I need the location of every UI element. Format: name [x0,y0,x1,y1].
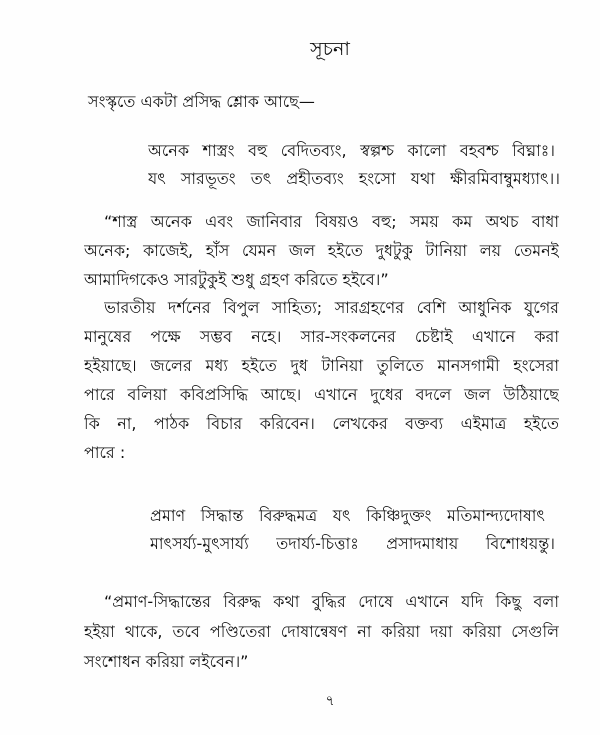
translation1-line-1: “শাস্ত্র অনেক এবং জানিবার বিষয়ও বহু; সময় কম অথচ বাধা [104,212,559,231]
paragraph-line-4: পারে বলিয়া কবিপ্রসিদ্ধি আছে। এখানে দুধের বদলে জল উঠিয়াছে [84,385,559,404]
translation2-line-1: “প্রমাণ-সিদ্ধান্তের বিরুদ্ধ কথা বুদ্ধির দোষে এখানে যদি কিছু বলা [104,592,559,611]
paragraph-line-3: হইয়াছে। জলের মধ্য হইতে দুধ টানিয়া তুলিতে মানসগামী হংসেরা [84,356,559,375]
verse1-line-1: অনেক শাস্ত্রং বহু বেদিতব্যং, স্বল্পশ্চ কালো বহবশ্চ বিঘ্নাঃ। [148,141,555,160]
paragraph-line-2: মানুষের পক্ষে সম্ভব নহে। সার-সংকলনের চেষ্টাই এখানে করা [84,327,559,346]
verse1-line-2: যৎ সারভূতং তৎ প্রহীতব্যং হংসো যথা ক্ষীরমিবাম্বুমধ্যাৎ।। [148,169,560,188]
paragraph-line-1: ভারতীয় দর্শনের বিপুল সাহিত্য; সারগ্রহণের বেশি আধুনিক যুগের [104,298,559,317]
verse2-line-1: প্রমাণ সিদ্ধান্ত বিরুদ্ধমত্র যৎ কিঞ্চিদুক্তং মতিমান্দ্যদোষাৎ [150,506,545,525]
intro-line: সংস্কৃতে একটা প্রসিদ্ধ শ্লোক আছে— [88,92,315,111]
verse2-line-2: মাৎসর্য্য-মুৎসার্য্য তদার্য্য-চিত্তাঃ প্রসাদমাধায় বিশোধয়ন্তু। [150,534,555,553]
translation2-line-3: সংশোধন করিয়া লইবেন।” [84,652,249,671]
translation1-line-2: অনেক; কাজেই, হাঁস যেমন জল হইতে দুধটুকু টানিয়া লয় তেমনই [84,241,559,260]
paragraph-line-5: কি না, পাঠক বিচার করিবেন। লেখকের বক্তব্য এইমাত্র হইতে [84,414,559,433]
page-number: ৭ [325,693,335,709]
page-title: সূচনা [310,38,350,60]
translation2-line-2: হইয়া থাকে, তবে পণ্ডিতেরা দোষান্বেষণ না করিয়া দয়া করিয়া সেগুলি [84,622,559,641]
translation1-line-3: আমাদিগকেও সারটুকুই শুধু গ্রহণ করিতে হইবে।” [84,270,389,289]
paragraph-line-6: পারে : [84,443,126,462]
